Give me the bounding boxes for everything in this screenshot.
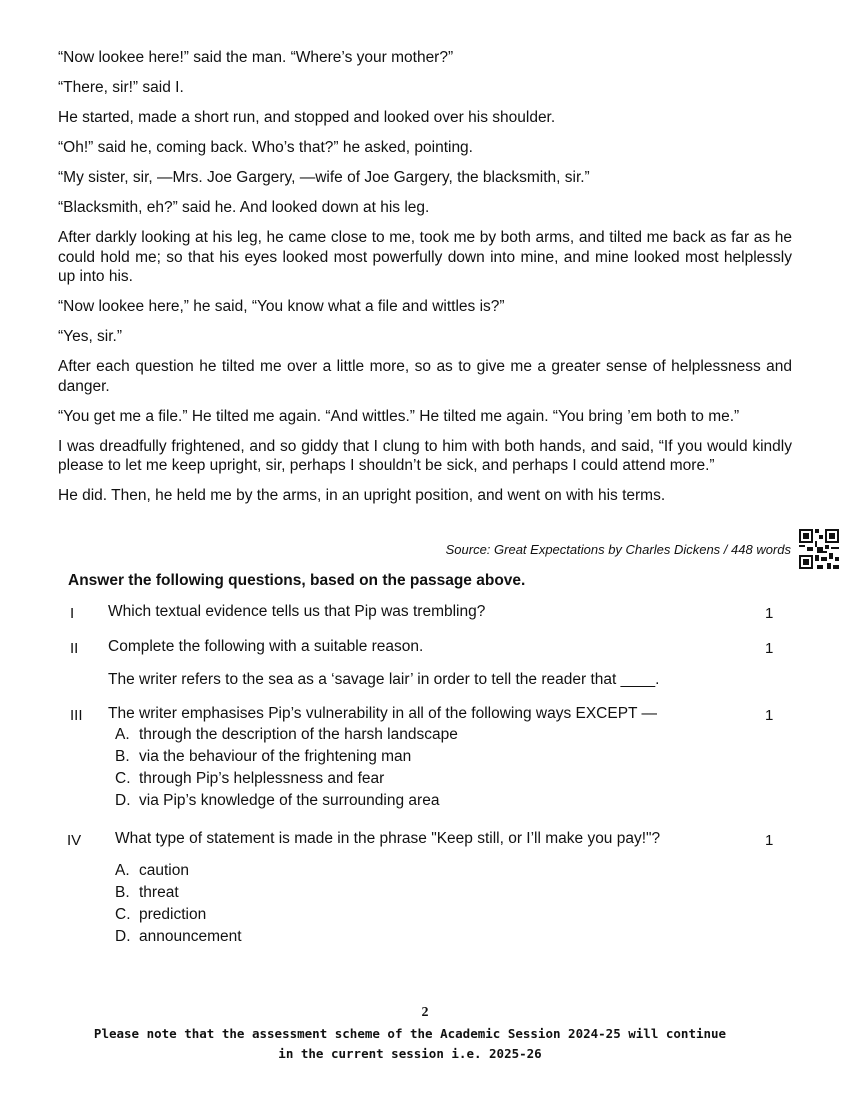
question-number: I xyxy=(70,605,75,622)
passage-paragraph: “You get me a file.” He tilted me again. “And wittles.” He tilted me again. “You bring ’em both to me.” xyxy=(58,407,740,425)
passage-paragraph: After each question he tilted me over a little more, so as to give me a greater sense of helplessness and danger. xyxy=(58,358,792,395)
option-letter: D. xyxy=(115,792,131,809)
option-text: through Pip’s helplessness and fear xyxy=(139,770,385,787)
option-item[interactable] xyxy=(115,860,242,882)
question-number: IV xyxy=(67,832,82,849)
passage-paragraph: “There, sir!” said I. xyxy=(58,79,184,96)
option-item[interactable] xyxy=(115,926,242,948)
option-letter: B. xyxy=(115,884,130,901)
option-text: via Pip’s knowledge of the surrounding area xyxy=(139,792,440,809)
question-marks: 1 xyxy=(765,640,774,657)
passage-paragraph: “Yes, sir.” xyxy=(58,328,123,345)
passage-paragraph: After darkly looking at his leg, he came close to me, took me by both arms, and tilted me back as far as he could hold me; so that his eyes looked most powerfully down into mine, and mine looked most helplessly up into his. xyxy=(58,229,792,285)
option-item[interactable] xyxy=(115,724,458,746)
passage-paragraph: “Now lookee here!” said the man. “Where’s your mother?” xyxy=(58,49,454,66)
passage xyxy=(58,48,792,516)
option-text: announcement xyxy=(139,928,242,945)
option-letter: A. xyxy=(115,862,130,879)
passage-paragraph: He did. Then, he held me by the arms, in an upright position, and went on with his terms. xyxy=(58,487,666,504)
passage-source: Source: Great Expectations by Charles Dickens / 448 words xyxy=(445,542,791,557)
option-text: through the description of the harsh landscape xyxy=(139,726,458,743)
question-marks: 1 xyxy=(765,707,774,724)
option-item[interactable] xyxy=(115,768,458,790)
question-marks: 1 xyxy=(765,832,774,849)
footer-note-line: Please note that the assessment scheme of the Academic Session 2024-25 will continue xyxy=(93,1026,727,1041)
question-text: The writer emphasises Pip’s vulnerability in all of the following ways EXCEPT — xyxy=(108,705,658,722)
page-number: 2 xyxy=(421,1005,429,1020)
option-letter: B. xyxy=(115,748,130,765)
option-text: via the behaviour of the frightening man xyxy=(139,748,412,765)
question-number: II xyxy=(70,640,79,657)
options-list xyxy=(115,860,242,948)
questions-instruction: Answer the following questions, based on the passage above. xyxy=(68,572,526,589)
option-letter: C. xyxy=(115,770,131,787)
passage-paragraph: “My sister, sir, —Mrs. Joe Gargery, —wife of Joe Gargery, the blacksmith, sir.” xyxy=(58,169,590,186)
option-text: caution xyxy=(139,862,189,879)
passage-paragraph: He started, made a short run, and stopped and looked over his shoulder. xyxy=(58,109,556,126)
footer-note xyxy=(0,1024,820,1064)
passage-paragraph: “Now lookee here,” he said, “You know what a file and wittles is?” xyxy=(58,298,505,315)
question-marks: 1 xyxy=(765,605,774,622)
question-subtext: The writer refers to the sea as a ‘savage lair’ in order to tell the reader that ____. xyxy=(108,671,660,688)
option-text: threat xyxy=(139,884,179,901)
footer-note-line: in the current session i.e. 2025-26 xyxy=(278,1046,542,1061)
question-text: What type of statement is made in the phrase "Keep still, or I’ll make you pay!"? xyxy=(115,830,661,847)
question-text: Which textual evidence tells us that Pip was trembling? xyxy=(108,603,486,620)
passage-paragraph: “Oh!” said he, coming back. Who’s that?” he asked, pointing. xyxy=(58,139,473,156)
option-text: prediction xyxy=(139,906,207,923)
option-item[interactable] xyxy=(115,790,458,812)
option-letter: A. xyxy=(115,726,130,743)
qr-code-icon[interactable] xyxy=(799,529,839,569)
passage-paragraph: I was dreadfully frightened, and so giddy that I clung to him with both hands, and said, “If you would kindly please to let me keep upright, sir, perhaps I shouldn’t be sick, and perhaps I could attend more.” xyxy=(58,437,792,474)
question-text: Complete the following with a suitable reason. xyxy=(108,638,424,655)
option-letter: C. xyxy=(115,906,131,923)
options-list xyxy=(115,724,458,812)
option-letter: D. xyxy=(115,928,131,945)
option-item[interactable] xyxy=(115,904,242,926)
question-number: III xyxy=(70,707,83,724)
passage-paragraph: “Blacksmith, eh?” said he. And looked down at his leg. xyxy=(58,199,430,216)
option-item[interactable] xyxy=(115,746,458,768)
option-item[interactable] xyxy=(115,882,242,904)
